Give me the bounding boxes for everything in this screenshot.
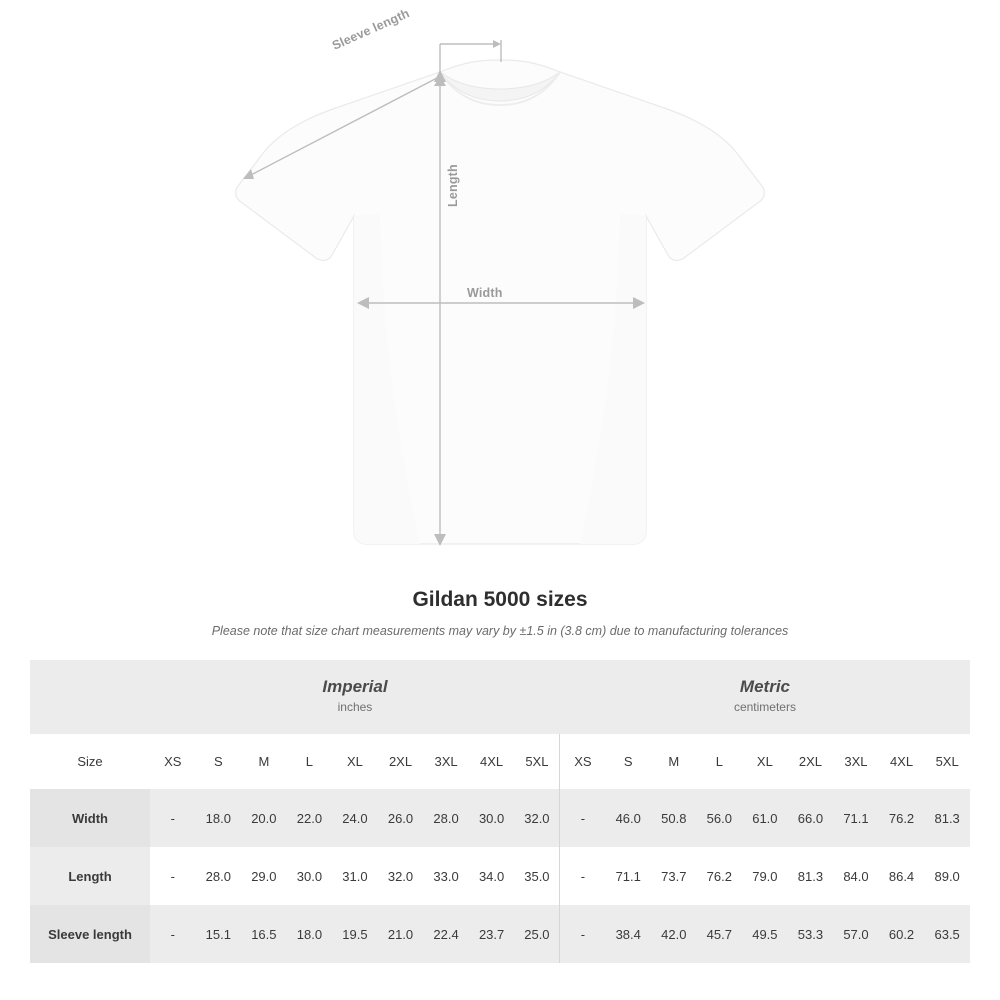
size-col-imperial-3xl: 3XL (423, 734, 469, 789)
table-row (30, 905, 970, 963)
system-header-metric (560, 660, 970, 734)
cell-length-metric-xl: 79.0 (752, 868, 778, 884)
cell-length-imperial-s: 28.0 (205, 868, 231, 884)
cell-sleeve-imperial-2xl: 21.0 (378, 905, 424, 963)
size-col-imperial-m: M (241, 734, 287, 789)
system-header-imperial (150, 660, 560, 734)
system-unit-imperial: inches (337, 699, 373, 714)
cell-sleeve-imperial-s: 15.1 (196, 905, 242, 963)
size-col-imperial-2xl: 2XL (378, 734, 424, 789)
size-col-metric-2xl: 2XL (788, 734, 834, 789)
cell-sleeve-imperial-xl: 19.5 (332, 905, 378, 963)
cell-sleeve-imperial-m: 16.5 (241, 905, 287, 963)
cell-length-imperial-2xl: 32.0 (387, 868, 414, 884)
cell-width-imperial-3xl: 28.0 (423, 789, 469, 847)
cell-length-metric-m: 73.7 (661, 868, 687, 884)
row-label-sleeve-length: Sleeve length (30, 905, 150, 963)
system-name-metric: Metric (739, 676, 790, 696)
cell-sleeve-metric-xs: - (560, 905, 606, 963)
size-col-metric-5xl: 5XL (924, 734, 970, 789)
system-name-imperial: Imperial (322, 676, 388, 696)
cell-width-metric-4xl: 76.2 (879, 789, 925, 847)
width-label: Width (467, 286, 503, 300)
cell-length-metric-4xl: 86.4 (888, 868, 915, 884)
size-chart-table-wrapper (30, 660, 970, 963)
size-header-row (30, 734, 970, 789)
cell-width-imperial-m: 20.0 (241, 789, 287, 847)
cell-width-metric-m: 50.8 (651, 789, 697, 847)
row-label-length: Length (30, 847, 150, 905)
size-col-metric-m: M (651, 734, 697, 789)
cell-width-metric-l: 56.0 (697, 789, 743, 847)
size-header-cell: Size (30, 734, 150, 789)
cell-sleeve-imperial-5xl: 25.0 (514, 905, 560, 963)
cell-length-imperial-xl: 31.0 (342, 868, 368, 884)
cell-length-metric-5xl: 89.0 (934, 868, 960, 884)
size-col-metric-xs: XS (560, 734, 606, 789)
cell-length-imperial-m: 29.0 (251, 868, 277, 884)
cell-width-imperial-xl: 24.0 (332, 789, 378, 847)
cell-sleeve-imperial-4xl: 23.7 (469, 905, 515, 963)
tolerance-note: Please note that size chart measurements may vary by ±1.5 in (3.8 cm) due to manufacturing tolerances (211, 624, 789, 638)
cell-width-imperial-4xl: 30.0 (469, 789, 515, 847)
cell-sleeve-metric-4xl: 60.2 (879, 905, 925, 963)
cell-sleeve-imperial-xs: - (150, 905, 196, 963)
size-col-imperial-5xl: 5XL (514, 734, 560, 789)
cell-width-metric-xs: - (560, 789, 606, 847)
size-col-metric-3xl: 3XL (833, 734, 879, 789)
size-col-metric-4xl: 4XL (879, 734, 925, 789)
size-col-imperial-l: L (287, 734, 333, 789)
cell-length-imperial-3xl: 33.0 (433, 868, 459, 884)
page-title: Gildan 5000 sizes (412, 588, 588, 611)
cell-width-imperial-s: 18.0 (196, 789, 242, 847)
system-unit-metric: centimeters (733, 699, 796, 714)
cell-length-metric-3xl: 84.0 (843, 868, 869, 884)
cell-sleeve-metric-m: 42.0 (651, 905, 697, 963)
table-row (30, 847, 970, 905)
cell-width-imperial-2xl: 26.0 (378, 789, 424, 847)
row-label-width: Width (30, 789, 150, 847)
size-col-metric-l: L (697, 734, 743, 789)
cell-length-imperial-5xl: 35.0 (524, 868, 550, 884)
size-col-metric-xl: XL (742, 734, 788, 789)
table-row (30, 789, 970, 847)
cell-width-metric-2xl: 66.0 (788, 789, 834, 847)
length-label: Length (446, 164, 460, 207)
title-block (0, 588, 1000, 638)
cell-width-imperial-l: 22.0 (287, 789, 333, 847)
size-col-imperial-xs: XS (150, 734, 196, 789)
cell-sleeve-metric-l: 45.7 (697, 905, 743, 963)
cell-sleeve-metric-3xl: 57.0 (833, 905, 879, 963)
cell-sleeve-imperial-3xl: 22.4 (423, 905, 469, 963)
size-col-imperial-4xl: 4XL (469, 734, 515, 789)
cell-length-metric-2xl: 81.3 (797, 868, 824, 884)
cell-sleeve-metric-s: 38.4 (605, 905, 651, 963)
cell-width-imperial-xs: - (150, 789, 196, 847)
size-col-imperial-s: S (196, 734, 242, 789)
cell-width-metric-xl: 61.0 (742, 789, 788, 847)
cell-sleeve-imperial-l: 18.0 (287, 905, 333, 963)
sleeve-length-label: Sleeve length (330, 6, 412, 53)
size-col-metric-s: S (605, 734, 651, 789)
cell-width-metric-s: 46.0 (605, 789, 651, 847)
cell-length-metric-s: 71.1 (615, 868, 641, 884)
cell-width-imperial-5xl: 32.0 (514, 789, 560, 847)
system-header-row (30, 660, 970, 734)
cell-sleeve-metric-5xl: 63.5 (924, 905, 970, 963)
cell-length-imperial-xs: - (170, 868, 175, 884)
cell-length-imperial-4xl: 34.0 (478, 868, 505, 884)
cell-width-metric-5xl: 81.3 (924, 789, 970, 847)
cell-length-metric-xs: - (560, 847, 606, 905)
cell-width-metric-3xl: 71.1 (833, 789, 879, 847)
size-chart-table (30, 660, 970, 963)
cell-sleeve-metric-2xl: 53.3 (788, 905, 834, 963)
cell-length-metric-l: 76.2 (706, 868, 732, 884)
cell-length-imperial-l: 30.0 (296, 868, 323, 884)
system-header-corner (30, 660, 150, 734)
t-shirt-shape (236, 60, 765, 544)
size-col-imperial-xl: XL (332, 734, 378, 789)
cell-sleeve-metric-xl: 49.5 (742, 905, 788, 963)
